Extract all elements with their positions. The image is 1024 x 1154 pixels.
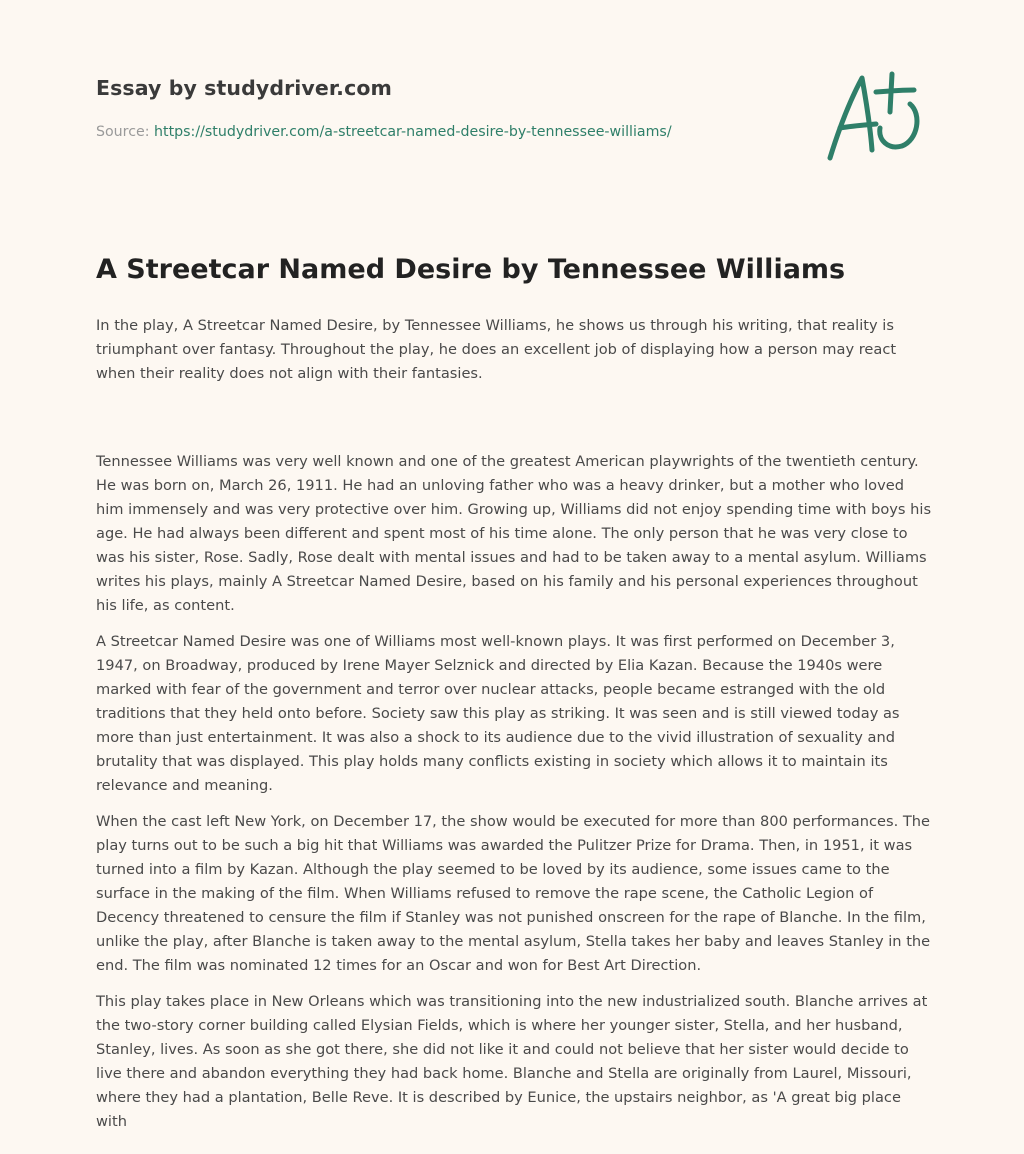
- source-line: [96, 124, 672, 140]
- site-brand: Essay by studydriver.com: [96, 76, 392, 100]
- essay-title: A Streetcar Named Desire by Tennessee Williams: [96, 254, 846, 285]
- essay-paragraph: A Streetcar Named Desire was one of Williams most well-known plays. It was first performed on December 3, 1947, on Broadway, produced by Irene Mayer Selznick and directed by Elia Kazan. Because the 1940s were marked with fear of the government and terror over nuclear attacks, people became estranged with the old traditions that they held onto before. Society saw this play as striking. It was seen and is still viewed today as more than just entertainment. It was also a shock to its audience due to the vivid illustration of sexuality and brutality that was displayed. This play holds many conflicts existing in society which allows it to maintain its relevance and meaning.: [96, 633, 900, 794]
- essay-paragraph: This play takes place in New Orleans which was transitioning into the new industrialized south. Blanche arrives at the two-story corner building called Elysian Fields, which is where her younger sister, Stella, and her husband, Stanley, lives. As soon as she got there, she did not like it and could not believe that her sister would decide to live there and abandon everything they had back home. Blanche and Stella are originally from Laurel, Missouri, where they had a plantation, Belle Reve. It is described by Eunice, the upstairs neighbor, as 'A great big place with: [96, 993, 928, 1130]
- essay-body: [96, 314, 932, 1146]
- essay-paragraph: When the cast left New York, on December 17, the show would be executed for more than 800 performances. The play turns out to be such a big hit that Williams was awarded the Pulitzer Prize for Drama. Then, in 1951, it was turned into a film by Kazan. Although the play seemed to be loved by its audience, some issues came to the surface in the making of the film. When Williams refused to remove the rape scene, the Catholic Legion of Decency threatened to censure the film if Stanley was not punished onscreen for the rape of Blanche. In the film, unlike the play, after Blanche is taken away to the mental asylum, Stella takes her baby and leaves Stanley in the end. The film was nominated 12 times for an Oscar and won for Best Art Direction.: [96, 813, 931, 974]
- source-link[interactable]: https://studydriver.com/a-streetcar-named-desire-by-tennessee-williams/: [154, 124, 672, 140]
- a-plus-logo-icon: [818, 66, 930, 166]
- essay-paragraph: Tennessee Williams was very well known and one of the greatest American playwrights of the twentieth century. He was born on, March 26, 1911. He had an unloving father who was a heavy drinker, but a mother who loved him immensely and was very protective over him. Growing up, Williams did not enjoy spending time with boys his age. He had always been different and spent most of his time alone. The only person that he was very close to was his sister, Rose. Sadly, Rose dealt with mental issues and had to be taken away to a mental asylum. Williams writes his plays, mainly A Streetcar Named Desire, based on his family and his personal experiences throughout his life, as content.: [96, 453, 932, 614]
- source-label: Source:: [96, 124, 150, 140]
- essay-paragraph-intro: In the play, A Streetcar Named Desire, by Tennessee Williams, he shows us through his writing, that reality is triumphant over fantasy. Throughout the play, he does an excellent job of displaying how a person may react when their reality does not align with their fantasies.: [96, 317, 897, 382]
